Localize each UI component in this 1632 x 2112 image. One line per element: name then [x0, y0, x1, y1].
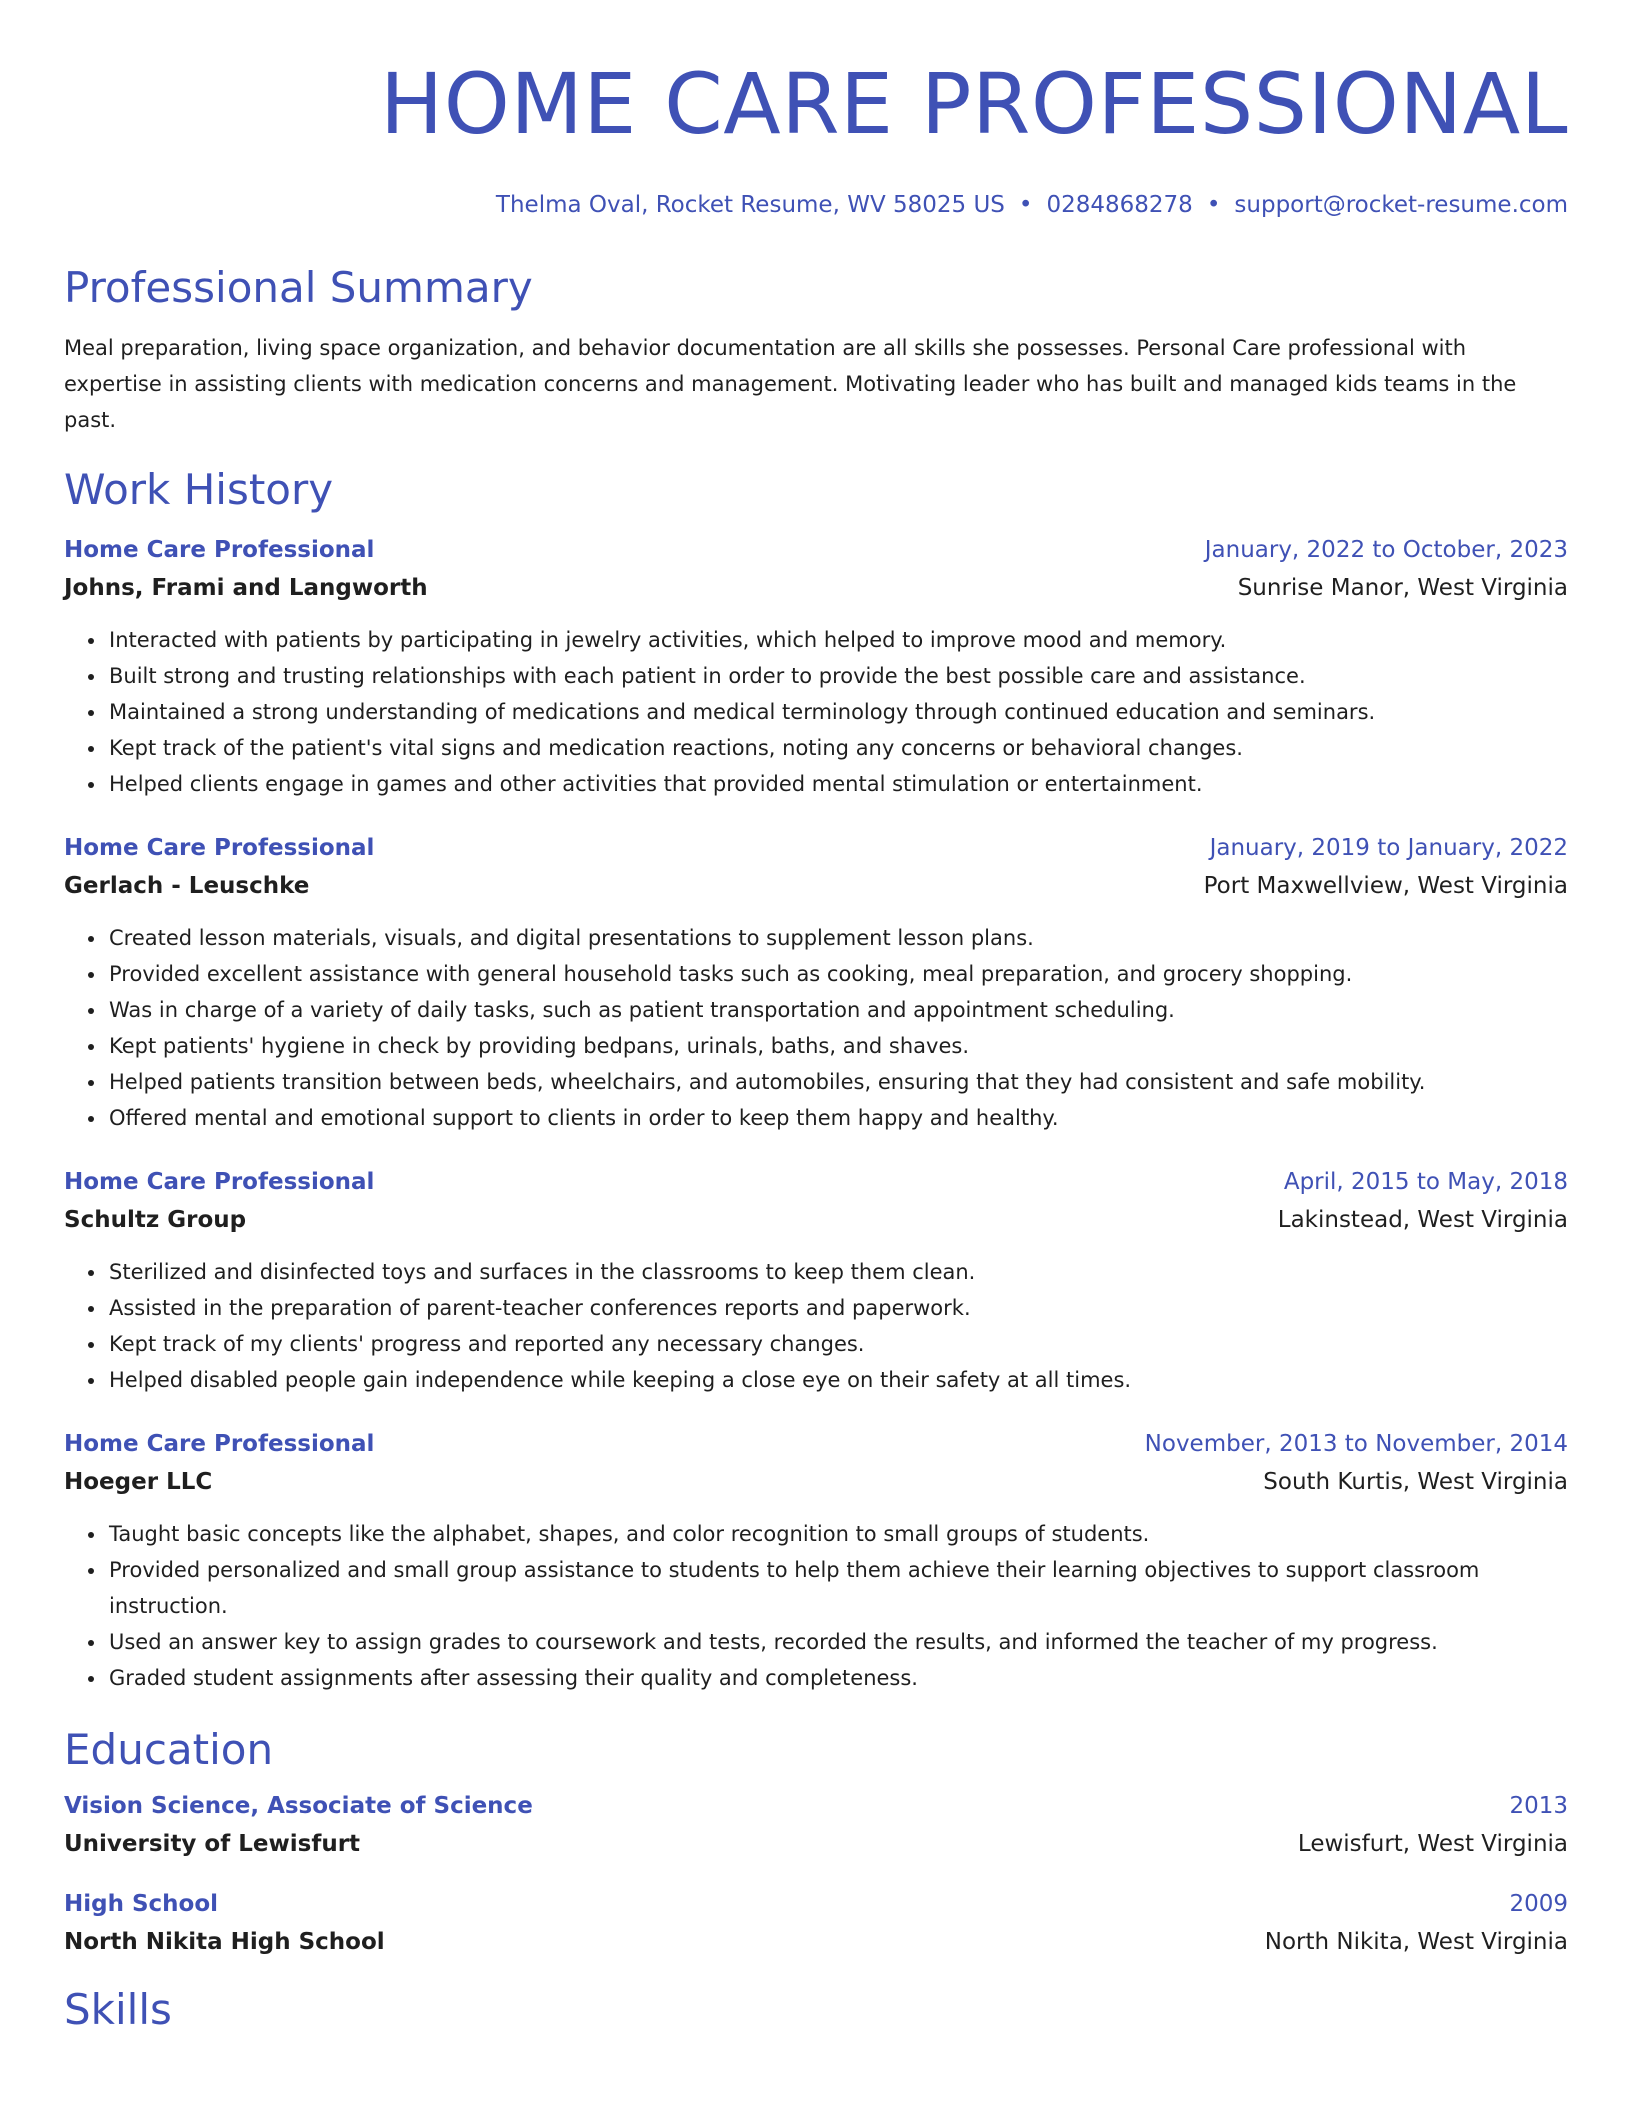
- work-entry-header: [64, 830, 1568, 866]
- job-dates: April, 2015 to May, 2018: [1283, 1169, 1568, 1195]
- bullet-item: • Taught basic concepts like the alphabet, shapes, and color recognition to small groups of students.: [107, 1516, 1568, 1552]
- job-location: Port Maxwellview, West Virginia: [1203, 873, 1568, 899]
- bullet-item: • Sterilized and disinfected toys and surfaces in the classrooms to keep them clean.: [107, 1254, 1568, 1290]
- job-bullets: [64, 622, 1568, 802]
- bullet-item: • Offered mental and emotional support to clients in order to keep them happy and healthy.: [107, 1100, 1568, 1136]
- work-entry-header: [64, 1426, 1568, 1462]
- school-location: North Nikita, West Virginia: [1264, 1929, 1568, 1955]
- work-entry-employer: [64, 568, 1568, 608]
- job-title: Home Care Professional: [64, 537, 375, 563]
- degree-name: Vision Science, Associate of Science: [64, 1793, 533, 1819]
- job-location: Lakinstead, West Virginia: [1277, 1207, 1568, 1233]
- resume-header: [64, 0, 1568, 220]
- bullet-item: • Kept track of my clients' progress and reported any necessary changes.: [107, 1326, 1568, 1362]
- work-entry-employer: [64, 1462, 1568, 1502]
- bullet-item: • Provided excellent assistance with general household tasks such as cooking, meal preparation, and grocery shopping.: [107, 956, 1568, 992]
- bullet-item: • Was in charge of a variety of daily tasks, such as patient transportation and appointment scheduling.: [107, 992, 1568, 1028]
- contact-address: Thelma Oval, Rocket Resume, WV 58025 US: [495, 192, 1005, 218]
- section-title-summary: Professional Summary: [64, 263, 533, 312]
- bullet-item: • Kept track of the patient's vital signs and medication reactions, noting any concerns or behavioral changes.: [107, 730, 1568, 766]
- school-location: Lewisfurt, West Virginia: [1297, 1831, 1568, 1857]
- contact-phone: 0284868278: [1046, 192, 1193, 218]
- section-title-work-history: Work History: [64, 465, 334, 514]
- summary-text: Meal preparation, living space organization, and behavior documentation are all skills she possesses. Personal Care professional with expertise in assisting clients with medication concerns and management. Motivating leader who has built and managed kids teams in the past.: [64, 336, 1517, 432]
- company-name: Gerlach - Leuschke: [64, 873, 310, 899]
- job-bullets: [64, 1254, 1568, 1398]
- bullet-item: • Helped patients transition between beds, wheelchairs, and automobiles, ensuring that they had consistent and safe mobility.: [107, 1064, 1568, 1100]
- bullet-item: • Created lesson materials, visuals, and digital presentations to supplement lesson plans.: [107, 920, 1568, 956]
- bullet-item: • Graded student assignments after assessing their quality and completeness.: [107, 1660, 1568, 1696]
- bullet-item: • Helped disabled people gain independence while keeping a close eye on their safety at all times.: [107, 1362, 1568, 1398]
- graduation-year: 2009: [1509, 1891, 1568, 1917]
- job-bullets: [64, 920, 1568, 1136]
- contact-separator: •: [1206, 192, 1221, 218]
- job-title: Home Care Professional: [64, 1431, 375, 1457]
- work-entry-employer: [64, 1200, 1568, 1240]
- work-entry-employer: [64, 866, 1568, 906]
- section-title-education: Education: [64, 1725, 274, 1774]
- job-dates: January, 2019 to January, 2022: [1209, 835, 1568, 861]
- education-entry-school: [64, 1922, 1568, 1962]
- work-entry: [64, 1164, 1568, 1398]
- candidate-name: HOME CARE PROFESSIONAL: [380, 55, 1568, 153]
- job-dates: November, 2013 to November, 2014: [1144, 1431, 1568, 1457]
- work-entry-header: [64, 532, 1568, 568]
- job-location: Sunrise Manor, West Virginia: [1237, 575, 1568, 601]
- degree-name: High School: [64, 1891, 219, 1917]
- job-location: South Kurtis, West Virginia: [1263, 1469, 1568, 1495]
- company-name: Hoeger LLC: [64, 1469, 213, 1495]
- job-dates: January, 2022 to October, 2023: [1204, 537, 1568, 563]
- bullet-item: • Provided personalized and small group assistance to students to help them achieve their learning objectives to support classroom instruction.: [107, 1552, 1568, 1624]
- job-title: Home Care Professional: [64, 835, 375, 861]
- contact-email: support@rocket-resume.com: [1234, 192, 1568, 218]
- education-entry-header: [64, 1788, 1568, 1824]
- work-entry-header: [64, 1164, 1568, 1200]
- work-entry: [64, 830, 1568, 1136]
- bullet-item: • Maintained a strong understanding of medications and medical terminology through continued education and seminars.: [107, 694, 1568, 730]
- contact-separator: •: [1018, 192, 1033, 218]
- job-title: Home Care Professional: [64, 1169, 375, 1195]
- section-title-skills: Skills: [64, 1985, 172, 2034]
- school-name: North Nikita High School: [64, 1929, 385, 1955]
- bullet-item: • Interacted with patients by participating in jewelry activities, which helped to improve mood and memory.: [107, 622, 1568, 658]
- education-entry-header: [64, 1886, 1568, 1922]
- work-entry: [64, 532, 1568, 802]
- bullet-item: • Kept patients' hygiene in check by providing bedpans, urinals, baths, and shaves.: [107, 1028, 1568, 1064]
- bullet-item: • Helped clients engage in games and other activities that provided mental stimulation or entertainment.: [107, 766, 1568, 802]
- work-entry: [64, 1426, 1568, 1696]
- school-name: University of Lewisfurt: [64, 1831, 361, 1857]
- job-bullets: [64, 1516, 1568, 1696]
- company-name: Johns, Frami and Langworth: [64, 575, 428, 601]
- education-entry: [64, 1886, 1568, 1962]
- contact-line: [64, 190, 1568, 220]
- bullet-item: • Built strong and trusting relationships with each patient in order to provide the best possible care and assistance.: [107, 658, 1568, 694]
- graduation-year: 2013: [1509, 1793, 1568, 1819]
- company-name: Schultz Group: [64, 1207, 247, 1233]
- education-entry-school: [64, 1824, 1568, 1864]
- bullet-item: • Assisted in the preparation of parent-teacher conferences reports and paperwork.: [107, 1290, 1568, 1326]
- education-entry: [64, 1788, 1568, 1864]
- bullet-item: • Used an answer key to assign grades to coursework and tests, recorded the results, and informed the teacher of my progress.: [107, 1624, 1568, 1660]
